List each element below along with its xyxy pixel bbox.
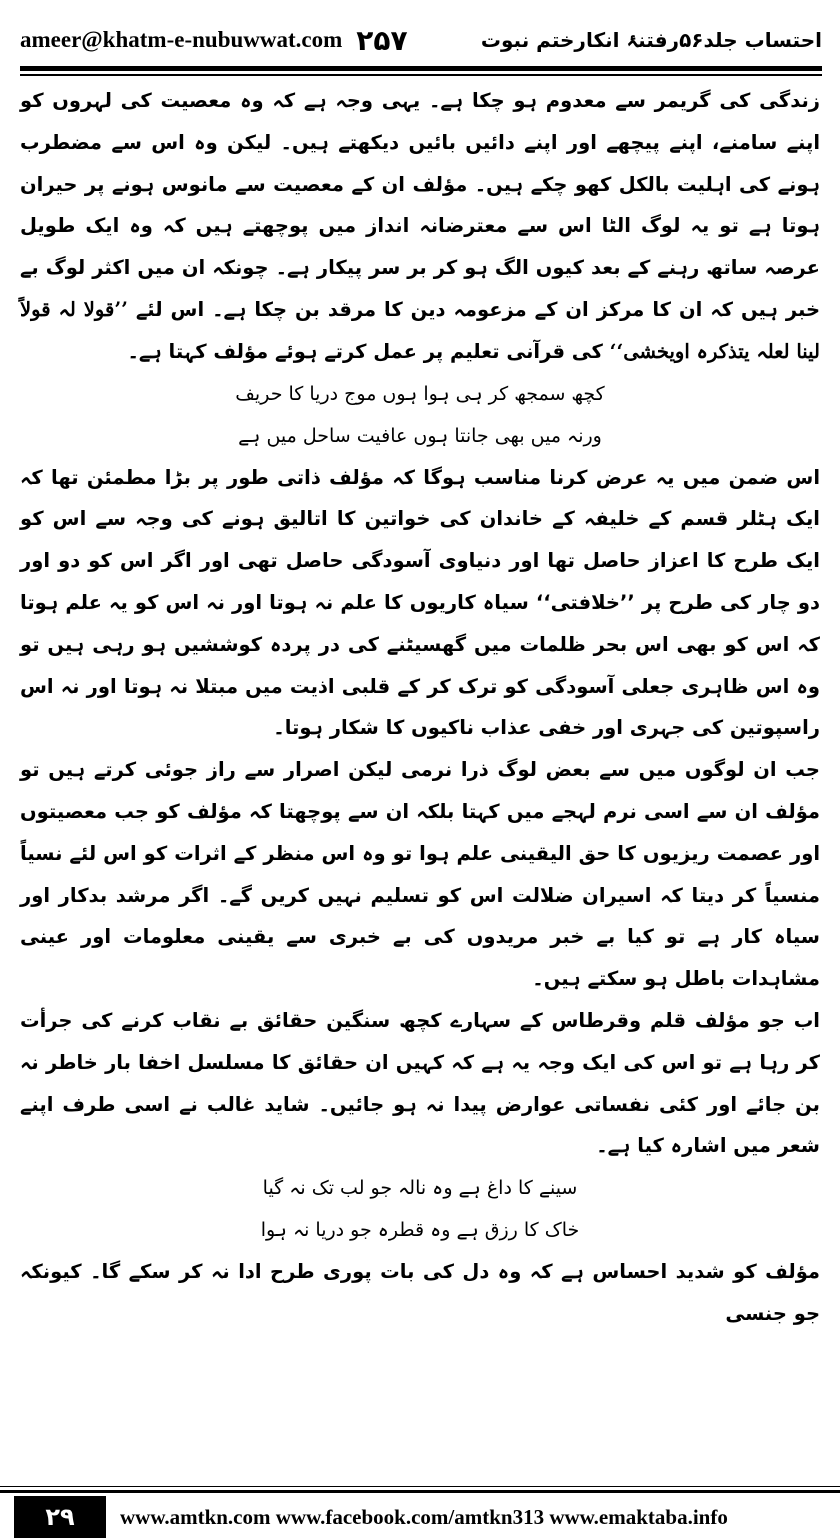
footer-page-number: ۲۹ <box>14 1496 106 1538</box>
header-book-title: احتساب جلد۵۶رفتنۂ انکارختم نبوت <box>480 28 822 52</box>
paragraph-3: جب ان لوگوں میں سے بعض لوگ ذرا نرمی لیکن اصرار سے راز جوئی کرتے ہیں تو مؤلف ان سے اسی نرم لہجے میں کہتا بلکہ ان سے پوچھتا کہ مؤلف کو جب معصیتوں اور عصمت ریزیوں کا حق الیقینی علم ہوا تو وہ اس منظر کے اثرات کو اس لئے نسیاً منسیاً کر دیتا کہ اسیران ضلالت اس کو تسلیم نہیں کریں گے۔ اگر مرشد بدکار اور سیاہ کار ہے تو کیا بے خبر مریدوں کی بے خبری سے یقینی معلومات اور عینی مشاہدات باطل ہو سکتے ہیں۔ <box>20 758 820 991</box>
header-rule-thin <box>20 74 822 76</box>
header-page-number: ۲۵۷ <box>356 23 408 57</box>
paragraph-4: اب جو مؤلف قلم وقرطاس کے سہارے کچھ سنگین حقائق بے نقاب کرنے کی جرأت کر رہا ہے تو اس کی ایک وجہ یہ ہے کہ کہیں ان حقائق کا مسلسل اخفا بار خاطر نہ بن جائے اور کئی نفساتی عوارض پیدا نہ ہو جائیں۔ شاید غالب نے اسی طرف اپنے شعر میں اشارہ کیا ہے۔ <box>20 1008 820 1158</box>
header-left-group <box>20 24 408 57</box>
paragraph-1-text: زندگی کی گریمر سے معدوم ہو چکا ہے۔ یہی وجہ ہے کہ وہ معصیت کی لہروں کو اپنے سامنے، اپنے پیچھے اور اپنے دائیں بائیں دیکھتے ہیں۔ لیکن وہ اس سے مضطرب ہونے کی اہلیت بالکل کھو چکے ہیں۔ مؤلف ان کے معصیت سے مانوس ہونے پر حیران ہوتا ہے تو یہ لوگ الٹا اس سے معترضانہ انداز میں پوچھتے ہیں کہ وہ ایک طویل عرصہ ساتھ رہنے کے بعد کیوں الگ ہو کر بر سر پیکار ہے۔ چونکہ ان میں اکثر لوگ بے خبر ہیں کہ ان کا مرکز ان کے مزعومہ دین کا مرقد بن چکا ہے۔ اس لئے <box>20 89 820 321</box>
footer-rule-thin <box>0 1486 840 1487</box>
paragraph-2: اس ضمن میں یہ عرض کرنا مناسب ہوگا کہ مؤلف ذاتی طور پر بڑا مطمئن تھا کہ ایک ہٹلر قسم کے خلیفہ کے خاندان کی خواتین کا اتالیق ہونے کی وجہ سے اس کو ایک طرح کا اعزاز حاصل تھا اور دنیاوی آسودگی حاصل تھی اور اگر اس کو دو اور دو چار کی طرح پر ’’خلافتی‘‘ سیاہ کاریوں کا علم نہ ہوتا اور نہ اس کو یہ علم ہوتا کہ اس کو بھی اس بحر ظلمات میں گھسیٹنے کی در پردہ کوششیں ہو رہی ہیں تو وہ اس ظاہری جعلی آسودگی کو ترک کر کے قلبی اذیت میں مبتلا نہ ہوتا اور نہ اس راسپوتین کی جہری اور خفی عذاب ناکیوں کا شکار ہوتا۔ <box>20 465 820 740</box>
page-body <box>20 80 820 1335</box>
verse-2-line-1: سینے کا داغ ہے وہ نالہ جو لب تک نہ گیا <box>262 1177 578 1200</box>
verse-1-line-1: کچھ سمجھ کر ہی ہوا ہوں موج دریا کا حریف <box>235 382 605 405</box>
paragraph-1-end: کی قرآنی تعلیم پر عمل کرتے ہوئے مؤلف کہتا ہے۔ <box>127 339 603 363</box>
header-rule-thick <box>20 66 822 71</box>
verse-1-line-2: ورنہ میں بھی جانتا ہوں عافیت ساحل میں ہے <box>238 424 602 447</box>
verse-2-line-2: خاک کا رزق ہے وہ قطرہ جو دریا نہ ہوا <box>260 1219 580 1242</box>
page-header <box>20 18 822 62</box>
paragraph-5: مؤلف کو شدید احساس ہے کہ وہ دل کی بات پوری طرح ادا نہ کر سکے گا۔ کیونکہ جو جنسی <box>20 1260 820 1325</box>
quranic-quote: ’’قولا لہ قولاً لینا لعلہ یتذکرہ اویخشی‘‘ <box>20 297 820 363</box>
paragraph-1 <box>20 80 820 373</box>
footer-website-links: www.amtkn.com www.facebook.com/amtkn313 www.emaktaba.info <box>120 1504 728 1529</box>
header-email: ameer@khatm-e-nubuwwat.com <box>20 27 343 52</box>
page-footer <box>0 1486 840 1540</box>
footer-rule-thick <box>0 1490 840 1493</box>
